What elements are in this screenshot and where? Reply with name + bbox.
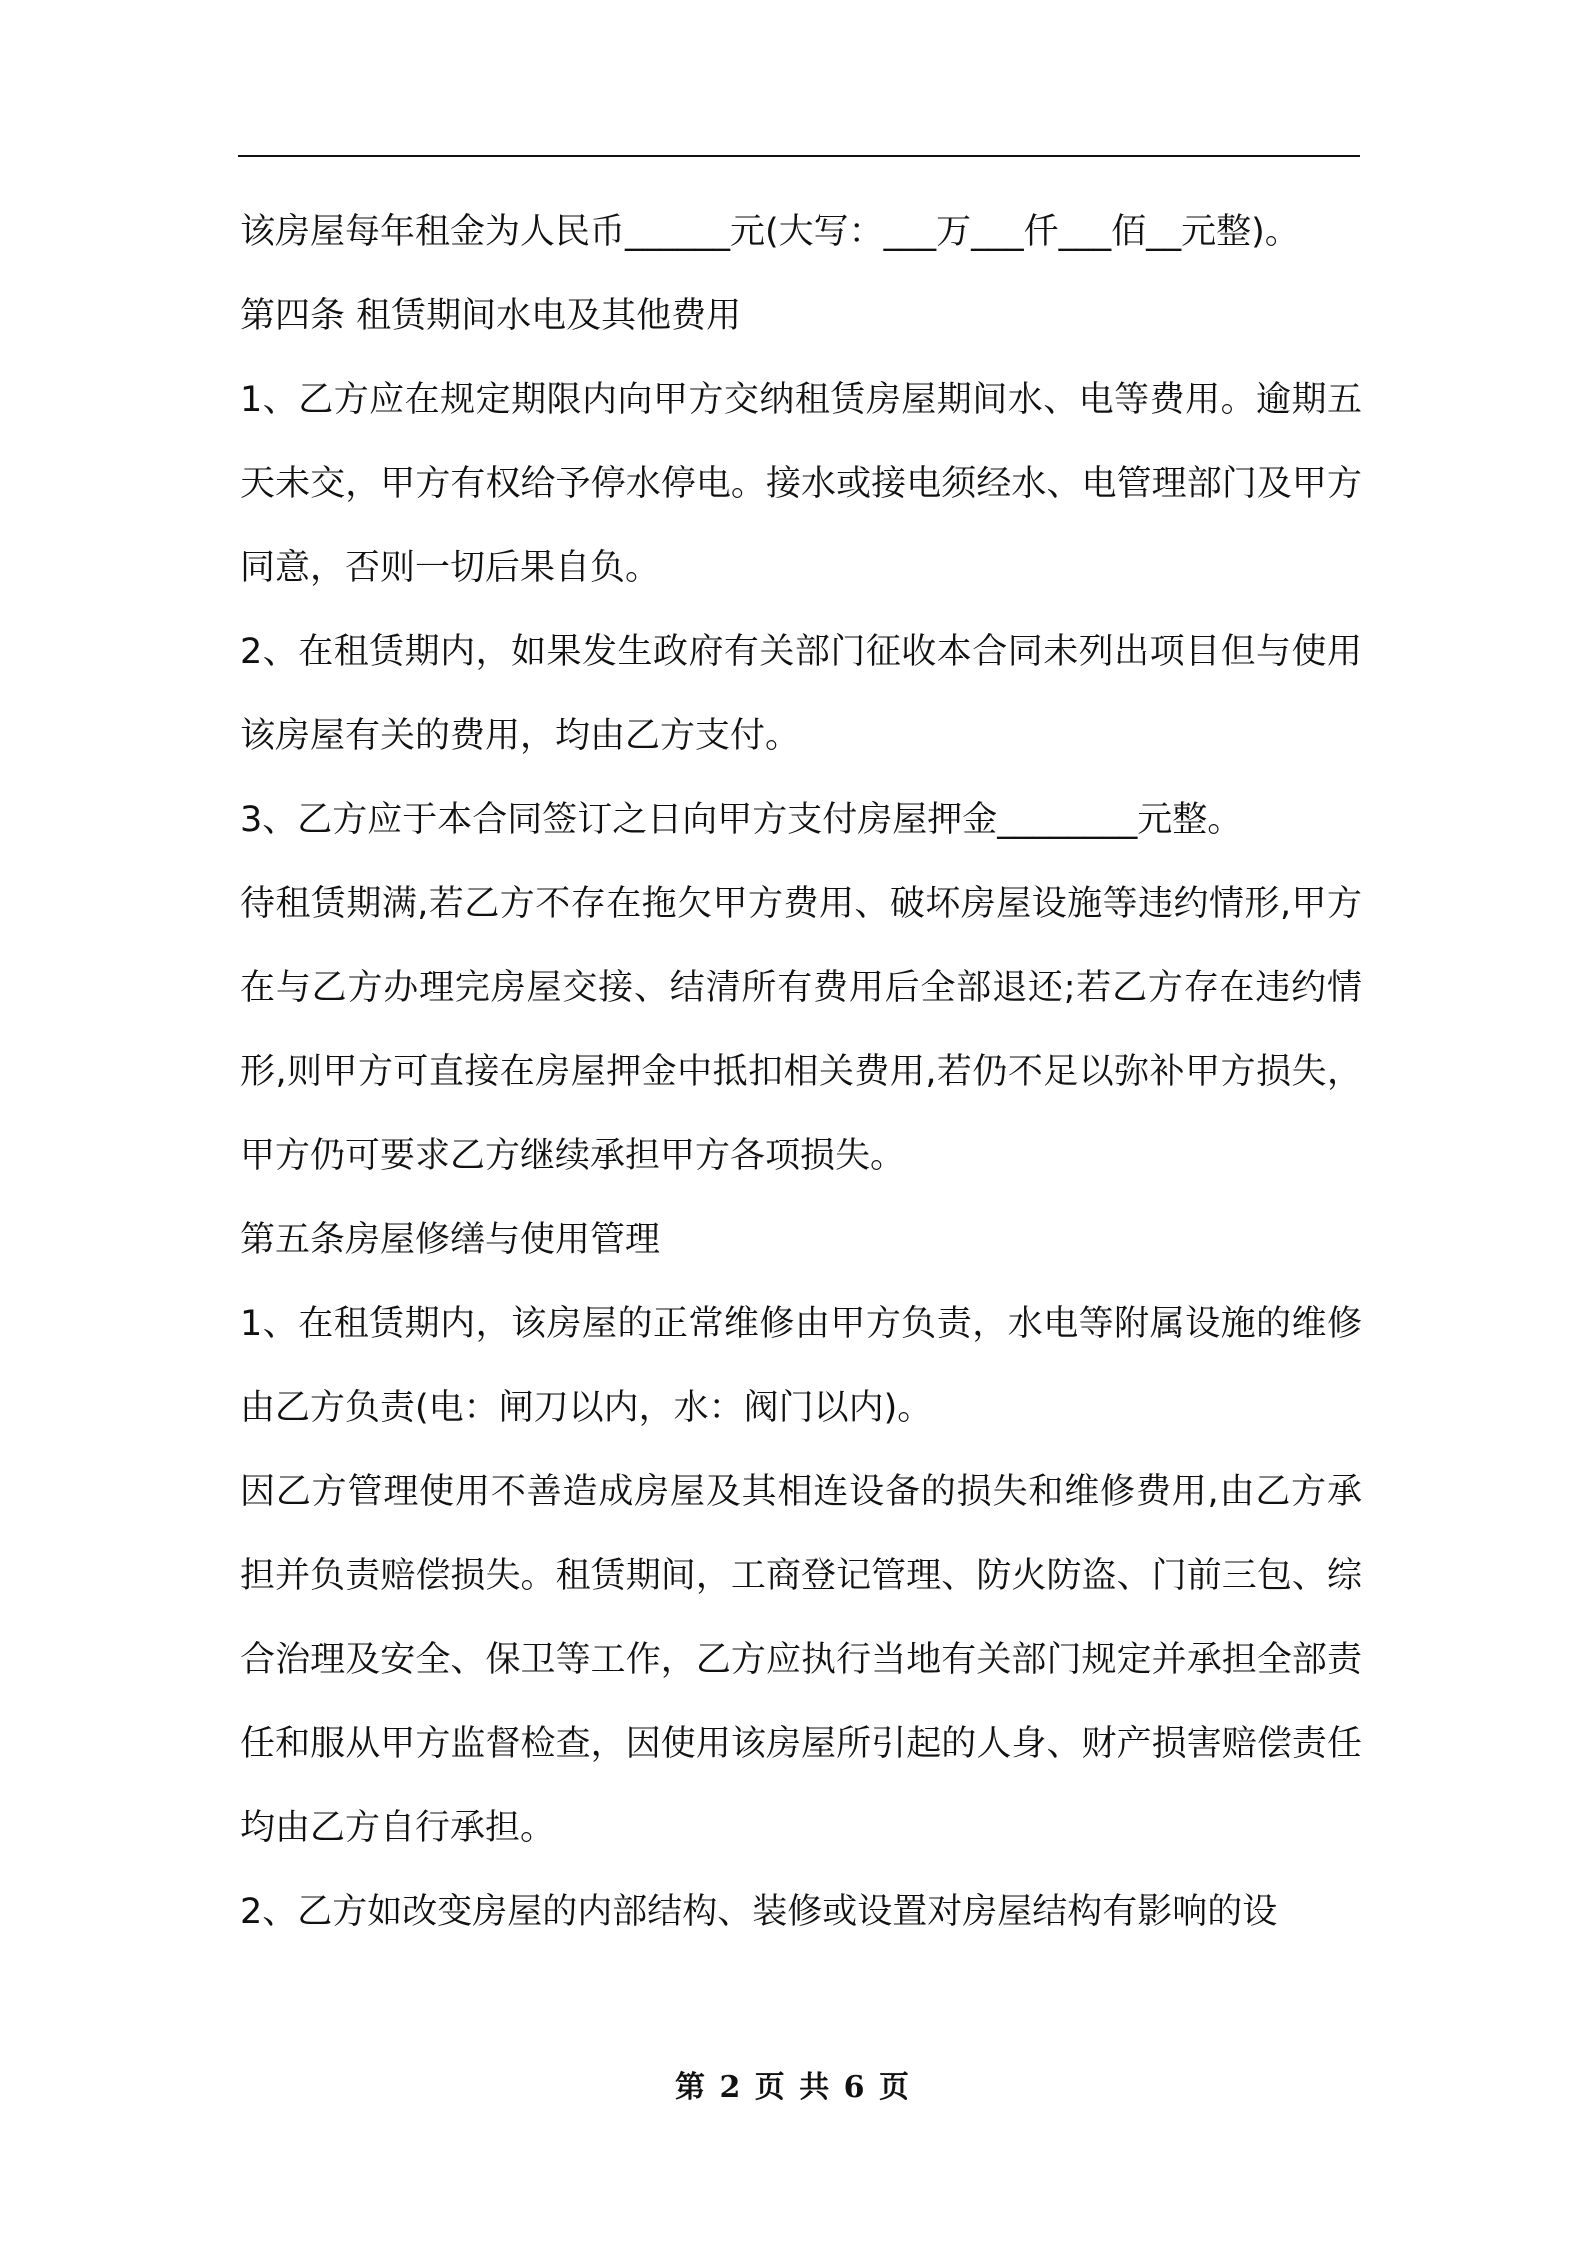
page-number-footer: 第 2 页 共 6 页 <box>675 2070 911 2105</box>
paragraph-article-5-item-1: 1、在租赁期内，该房屋的正常维修由甲方负责，水电等附属设施的维修由乙方负责(电：闸刀以内，水：阀门以内)。 <box>240 1304 1362 1428</box>
paragraph-article-4-item-1: 1、乙方应在规定期限内向甲方交纳租赁房屋期间水、电等费用。逾期五天未交，甲方有权给予停水停电。接水或接电须经水、电管理部门及甲方同意，否则一切后果自负。 <box>240 380 1362 588</box>
paragraph-deposit-refund: 待租赁期满,若乙方不存在拖欠甲方费用、破坏房屋设施等违约情形,甲方在与乙方办理完房屋交接、结清所有费用后全部退还;若乙方存在违约情形,则甲方可直接在房屋押金中抵扣相关费用,若仍不足以弥补甲方损失，甲方仍可要求乙方继续承担甲方各项损失。 <box>240 884 1362 1176</box>
paragraph-article-4-item-2: 2、在租赁期内，如果发生政府有关部门征收本合同未列出项目但与使用该房屋有关的费用，均由乙方支付。 <box>240 632 1362 756</box>
document-body <box>240 190 1362 1954</box>
paragraph-article-5-item-2: 2、乙方如改变房屋的内部结构、装修或设置对房屋结构有影响的设 <box>240 1892 1278 1932</box>
header-rule <box>238 155 1360 157</box>
paragraph-rent-amount: 该房屋每年租金为人民币______元(大写：___万___仟___佰__元整)。 <box>240 212 1300 252</box>
heading-article-4: 第四条 租赁期间水电及其他费用 <box>240 296 742 336</box>
paragraph-management-liability: 因乙方管理使用不善造成房屋及其相连设备的损失和维修费用,由乙方承担并负责赔偿损失。租赁期间，工商登记管理、防火防盗、门前三包、综合治理及安全、保卫等工作，乙方应执行当地有关部门规定并承担全部责任和服从甲方监督检查，因使用该房屋所引起的人身、财产损害赔偿责任均由乙方自行承担。 <box>240 1472 1362 1848</box>
heading-article-5: 第五条房屋修缮与使用管理 <box>240 1220 661 1260</box>
paragraph-article-4-item-3: 3、乙方应于本合同签订之日向甲方支付房屋押金________元整。 <box>240 800 1243 840</box>
